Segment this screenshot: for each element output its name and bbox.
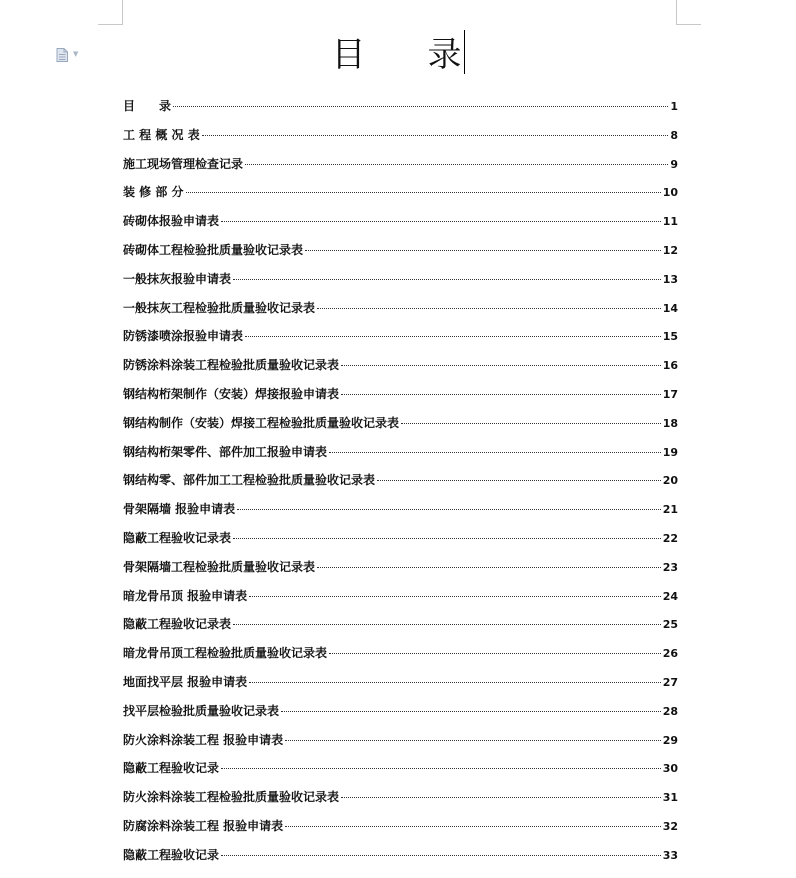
toc-entry[interactable] [123, 121, 678, 150]
toc-entry[interactable] [123, 668, 678, 697]
toc-dot-leader [173, 105, 668, 107]
toc-entry-label: 装 修 部 分 [123, 185, 184, 200]
toc-entry-label: 暗龙骨吊顶 报验申请表 [123, 588, 248, 603]
toc-entry-label: 防锈漆喷涂报验申请表 [123, 329, 244, 344]
toc-entry-label: 骨架隔墙工程检验批质量验收记录表 [123, 559, 316, 574]
toc-entry[interactable] [123, 150, 678, 179]
toc-dot-leader [341, 364, 661, 366]
toc-dot-leader [245, 163, 668, 165]
text-cursor [464, 30, 465, 74]
toc-entry-label: 防腐涂料涂装工程 报验申请表 [123, 818, 284, 833]
toc-dot-leader [341, 393, 661, 395]
toc-entry-label: 施工现场管理检查记录 [123, 156, 244, 171]
toc-entry-page-number: 33 [662, 848, 678, 862]
toc-dot-leader [233, 278, 661, 280]
toc-dot-leader [285, 825, 661, 827]
toc-entry[interactable] [123, 178, 678, 207]
toc-entry[interactable] [123, 466, 678, 495]
toc-entry[interactable] [123, 841, 678, 870]
toc-entry[interactable] [123, 783, 678, 812]
toc-entry-page-number: 30 [662, 762, 678, 776]
toc-entry-label: 钢结构桁架制作（安装）焊接报验申请表 [123, 386, 340, 401]
toc-entry[interactable] [123, 380, 678, 409]
toc-entry-page-number: 29 [662, 733, 678, 747]
toc-entry-label: 暗龙骨吊顶工程检验批质量验收记录表 [123, 646, 328, 661]
toc-entry-label: 隐蔽工程验收记录 [123, 847, 220, 862]
toc-entry-label: 钢结构零、部件加工工程检验批质量验收记录表 [123, 473, 376, 488]
toc-entry-label: 防火涂料涂装工程检验批质量验收记录表 [123, 790, 340, 805]
toc-dot-leader [329, 652, 661, 654]
margin-crop-mark-top-left [98, 0, 123, 25]
toc-entry[interactable] [123, 754, 678, 783]
toc-entry[interactable] [123, 294, 678, 323]
toc-entry-page-number: 31 [662, 791, 678, 805]
toc-entry-page-number: 11 [662, 215, 678, 229]
toc-entry[interactable] [123, 495, 678, 524]
toc-entry-label: 钢结构制作（安装）焊接工程检验批质量验收记录表 [123, 415, 400, 430]
toc-entry-page-number: 8 [670, 128, 678, 142]
toc-entry[interactable] [123, 697, 678, 726]
toc-entry-label: 找平层检验批质量验收记录表 [123, 703, 280, 718]
toc-entry-page-number: 18 [662, 416, 678, 430]
toc-entry-label: 防锈涂料涂装工程检验批质量验收记录表 [123, 358, 340, 373]
toc-entry-label: 隐蔽工程验收记录表 [123, 530, 232, 545]
toc-entry[interactable] [123, 409, 678, 438]
toc-dot-leader [285, 739, 661, 741]
toc-entry-page-number: 12 [662, 243, 678, 257]
toc-entry-label: 骨架隔墙 报验申请表 [123, 502, 236, 517]
title-char-1: 目 [331, 35, 366, 75]
toc-entry-label: 一般抹灰报验申请表 [123, 271, 232, 286]
toc-entry-label: 一般抹灰工程检验批质量验收记录表 [123, 300, 316, 315]
toc-dot-leader [221, 220, 661, 222]
toc-entry-label: 砖砌体报验申请表 [123, 214, 220, 229]
toc-dot-leader [233, 623, 661, 625]
toc-dot-leader [317, 307, 661, 309]
toc-dot-leader [221, 854, 661, 856]
toc-entry-label: 防火涂料涂装工程 报验申请表 [123, 732, 284, 747]
toc-dot-leader [186, 191, 661, 193]
toc-dot-leader [249, 595, 661, 597]
toc-entry-label: 目 录 [123, 99, 172, 113]
toc-entry-label: 工 程 概 况 表 [123, 127, 200, 142]
toc-entry-page-number: 23 [662, 560, 678, 574]
toc-dot-leader [305, 249, 661, 251]
toc-entry-page-number: 20 [662, 474, 678, 488]
toc-entry[interactable] [123, 92, 678, 121]
toc-entry-page-number: 25 [662, 618, 678, 632]
toc-entry[interactable] [123, 582, 678, 611]
toc-dot-leader [237, 508, 661, 510]
toc-entry-page-number: 15 [662, 330, 678, 344]
toc-dot-leader [341, 796, 661, 798]
toc-dot-leader [329, 451, 661, 453]
toc-entry[interactable] [123, 265, 678, 294]
table-of-contents [123, 92, 678, 870]
toc-dot-leader [281, 710, 661, 712]
toc-dot-leader [317, 566, 661, 568]
toc-entry-page-number: 19 [662, 445, 678, 459]
toc-entry-page-number: 10 [662, 186, 678, 200]
toc-entry[interactable] [123, 639, 678, 668]
toc-entry-page-number: 16 [662, 359, 678, 373]
toc-entry-page-number: 26 [662, 647, 678, 661]
toc-entry-page-number: 22 [662, 531, 678, 545]
toc-entry[interactable] [123, 351, 678, 380]
toc-dot-leader [401, 422, 661, 424]
toc-entry-page-number: 21 [662, 503, 678, 517]
toc-entry-page-number: 17 [662, 387, 678, 401]
toc-dot-leader [221, 767, 661, 769]
toc-dot-leader [233, 537, 661, 539]
toc-dot-leader [249, 681, 661, 683]
toc-entry[interactable] [123, 207, 678, 236]
toc-entry-label: 钢结构桁架零件、部件加工报验申请表 [123, 444, 328, 459]
title-char-2: 录 [427, 35, 462, 75]
toc-dot-leader [245, 335, 661, 337]
chevron-down-icon[interactable]: ▼ [73, 50, 79, 58]
toc-entry-label: 砖砌体工程检验批质量验收记录表 [123, 242, 304, 257]
toc-entry-page-number: 9 [670, 157, 678, 171]
toc-entry[interactable] [123, 322, 678, 351]
toc-entry-page-number: 27 [662, 675, 678, 689]
toc-dot-leader [377, 479, 661, 481]
margin-crop-mark-top-right [676, 0, 701, 25]
toc-entry-label: 隐蔽工程验收记录表 [123, 617, 232, 632]
toc-entry[interactable] [123, 236, 678, 265]
toc-entry-page-number: 13 [662, 272, 678, 286]
toc-dot-leader [202, 134, 669, 136]
toc-entry-label: 地面找平层 报验申请表 [123, 674, 248, 689]
toc-entry[interactable] [123, 524, 678, 553]
toc-entry-page-number: 1 [670, 100, 678, 113]
toc-entry[interactable] [123, 812, 678, 841]
toc-entry-label: 隐蔽工程验收记录 [123, 761, 220, 776]
page-title [0, 30, 796, 80]
toc-entry-page-number: 14 [662, 301, 678, 315]
toc-entry[interactable] [123, 438, 678, 467]
toc-entry-page-number: 28 [662, 704, 678, 718]
toc-entry[interactable] [123, 553, 678, 582]
toc-entry-page-number: 24 [662, 589, 678, 603]
toc-entry[interactable] [123, 726, 678, 755]
toc-entry[interactable] [123, 610, 678, 639]
toc-entry-page-number: 32 [662, 819, 678, 833]
